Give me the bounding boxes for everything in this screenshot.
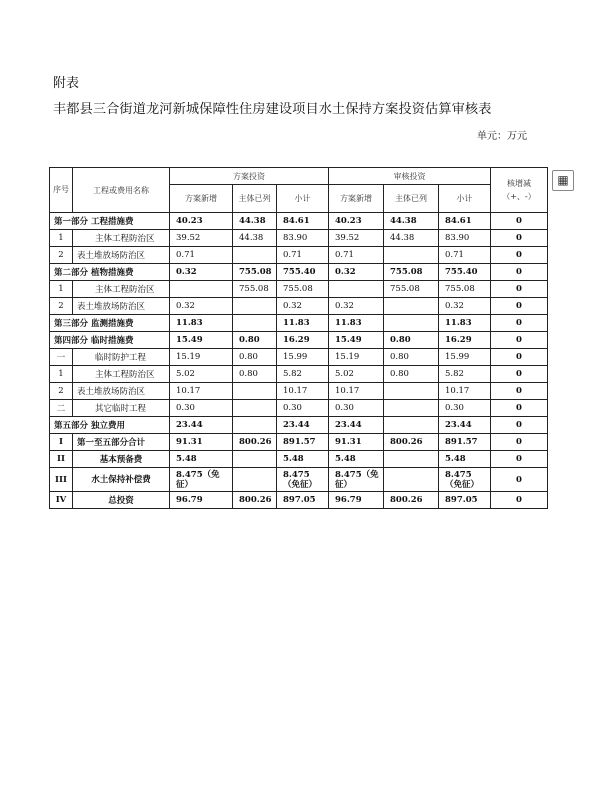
cell-p-new: 5.48: [170, 451, 233, 468]
cell-r-new: 0.71: [329, 247, 384, 264]
cell-p-new: 8.475（免征）: [170, 468, 233, 492]
cell-p-sub: 83.90: [277, 230, 329, 247]
cell-r-new: 11.83: [329, 315, 384, 332]
row-section-label: 第五部分 独立费用: [50, 417, 170, 434]
table-row: [50, 400, 548, 417]
table-row: [50, 366, 548, 383]
cell-r-ex: [384, 468, 439, 492]
cell-r-sub: 15.99: [439, 349, 491, 366]
cell-r-new: 8.475（免征）: [329, 468, 384, 492]
cell-diff: 0: [491, 451, 548, 468]
cell-r-ex: [384, 400, 439, 417]
cell-r-new: 15.19: [329, 349, 384, 366]
cell-r-ex: [384, 247, 439, 264]
row-seq: 1: [50, 230, 73, 247]
cell-p-sub: 755.08: [277, 281, 329, 298]
row-name: 临时防护工程: [73, 349, 170, 366]
cell-diff: 0: [491, 383, 548, 400]
cell-p-sub: 891.57: [277, 434, 329, 451]
row-section-label: 第四部分 临时措施费: [50, 332, 170, 349]
cell-p-ex: 44.38: [233, 213, 277, 230]
cell-p-new: 0.30: [170, 400, 233, 417]
row-seq: 1: [50, 366, 73, 383]
row-seq: 2: [50, 247, 73, 264]
row-name: 总投资: [73, 492, 170, 509]
cell-p-sub: 8.475（免征）: [277, 468, 329, 492]
cell-r-ex: [384, 315, 439, 332]
cell-p-new: 0.71: [170, 247, 233, 264]
cell-p-new: 96.79: [170, 492, 233, 509]
cell-r-ex: [384, 298, 439, 315]
cell-r-sub: 83.90: [439, 230, 491, 247]
cell-r-new: 0.32: [329, 298, 384, 315]
cell-r-sub: 23.44: [439, 417, 491, 434]
table-row: [50, 383, 548, 400]
header-plan-existing: 主体已列: [233, 185, 277, 213]
cell-r-ex: [384, 417, 439, 434]
row-seq: 2: [50, 383, 73, 400]
cell-p-sub: 16.29: [277, 332, 329, 349]
row-name: 基本预备费: [73, 451, 170, 468]
cell-p-sub: 0.71: [277, 247, 329, 264]
header-review-existing: 主体已列: [384, 185, 439, 213]
header-diff: 核增减（+、-）: [491, 168, 548, 213]
header-plan-group: 方案投资: [170, 168, 329, 185]
cell-p-sub: 897.05: [277, 492, 329, 509]
cell-r-ex: 0.80: [384, 332, 439, 349]
cell-r-new: 0.30: [329, 400, 384, 417]
table-row: [50, 264, 548, 281]
row-name: 其它临时工程: [73, 400, 170, 417]
cell-r-ex: [384, 451, 439, 468]
cell-diff: 0: [491, 264, 548, 281]
row-name: 主体工程防治区: [73, 281, 170, 298]
row-section-label: 第一部分 工程措施费: [50, 213, 170, 230]
cell-p-ex: [233, 383, 277, 400]
table-row: [50, 230, 548, 247]
cell-p-sub: 0.32: [277, 298, 329, 315]
cell-r-new: 10.17: [329, 383, 384, 400]
row-seq: 2: [50, 298, 73, 315]
cell-p-ex: 755.08: [233, 264, 277, 281]
row-seq: IV: [50, 492, 73, 509]
cell-p-ex: [233, 400, 277, 417]
table-row: [50, 349, 548, 366]
cell-p-ex: [233, 468, 277, 492]
row-name: 表土堆放场防治区: [73, 383, 170, 400]
cell-p-new: 15.19: [170, 349, 233, 366]
cell-p-new: 39.52: [170, 230, 233, 247]
table-row: [50, 298, 548, 315]
cell-p-ex: [233, 451, 277, 468]
header-name: 工程或费用名称: [73, 168, 170, 213]
row-seq: 1: [50, 281, 73, 298]
cell-p-sub: 15.99: [277, 349, 329, 366]
cell-r-ex: 755.08: [384, 281, 439, 298]
cell-p-new: 11.83: [170, 315, 233, 332]
row-seq: III: [50, 468, 73, 492]
cell-p-new: 91.31: [170, 434, 233, 451]
cell-diff: 0: [491, 434, 548, 451]
cell-r-sub: 897.05: [439, 492, 491, 509]
cell-r-sub: 755.40: [439, 264, 491, 281]
cell-diff: 0: [491, 230, 548, 247]
cell-r-new: 5.02: [329, 366, 384, 383]
cell-p-ex: 0.80: [233, 366, 277, 383]
cell-r-ex: 800.26: [384, 434, 439, 451]
cell-diff: 0: [491, 349, 548, 366]
qr-code-icon[interactable]: ▦: [552, 170, 574, 191]
row-section-label: 第二部分 植物措施费: [50, 264, 170, 281]
cell-r-sub: 11.83: [439, 315, 491, 332]
header-review-new: 方案新增: [329, 185, 384, 213]
table-row: [50, 492, 548, 509]
cell-p-new: 0.32: [170, 298, 233, 315]
cell-r-ex: 755.08: [384, 264, 439, 281]
cell-diff: 0: [491, 332, 548, 349]
cell-r-ex: 44.38: [384, 213, 439, 230]
cell-p-new: 10.17: [170, 383, 233, 400]
cell-p-sub: 755.40: [277, 264, 329, 281]
row-seq: 一: [50, 349, 73, 366]
cell-r-new: 96.79: [329, 492, 384, 509]
row-name: 表土堆放场防治区: [73, 247, 170, 264]
header-plan-subtotal: 小计: [277, 185, 329, 213]
cell-r-sub: 0.30: [439, 400, 491, 417]
table-row: [50, 213, 548, 230]
cell-diff: 0: [491, 247, 548, 264]
header-plan-new: 方案新增: [170, 185, 233, 213]
cell-r-sub: 10.17: [439, 383, 491, 400]
cell-p-ex: 0.80: [233, 349, 277, 366]
cell-p-new: 5.02: [170, 366, 233, 383]
row-name: 主体工程防治区: [73, 366, 170, 383]
cell-p-ex: 800.26: [233, 434, 277, 451]
cell-p-ex: 755.08: [233, 281, 277, 298]
cell-r-sub: 16.29: [439, 332, 491, 349]
cell-r-sub: 0.32: [439, 298, 491, 315]
cell-p-ex: [233, 417, 277, 434]
cell-p-ex: 800.26: [233, 492, 277, 509]
cell-diff: 0: [491, 366, 548, 383]
cell-diff: 0: [491, 315, 548, 332]
cell-r-sub: 755.08: [439, 281, 491, 298]
cell-p-sub: 11.83: [277, 315, 329, 332]
header-seq: 序号: [50, 168, 73, 213]
header-review-subtotal: 小计: [439, 185, 491, 213]
cell-p-sub: 10.17: [277, 383, 329, 400]
cell-p-new: [170, 281, 233, 298]
cell-p-sub: 84.61: [277, 213, 329, 230]
table-row: [50, 281, 548, 298]
cell-r-new: 39.52: [329, 230, 384, 247]
document-title: 丰都县三合街道龙河新城保障性住房建设项目水土保持方案投资估算审核表: [53, 102, 492, 117]
cell-p-new: 40.23: [170, 213, 233, 230]
table-row: [50, 434, 548, 451]
table-row: [50, 451, 548, 468]
header-review-group: 审核投资: [329, 168, 491, 185]
cell-p-ex: [233, 298, 277, 315]
cell-r-new: 23.44: [329, 417, 384, 434]
cell-diff: 0: [491, 281, 548, 298]
cell-r-sub: 8.475（免征）: [439, 468, 491, 492]
cell-r-ex: 0.80: [384, 366, 439, 383]
cell-diff: 0: [491, 468, 548, 492]
cell-r-new: 0.32: [329, 264, 384, 281]
cell-r-ex: 800.26: [384, 492, 439, 509]
cell-r-new: 15.49: [329, 332, 384, 349]
cell-diff: 0: [491, 213, 548, 230]
table-row: [50, 468, 548, 492]
cell-p-new: 0.32: [170, 264, 233, 281]
row-seq: 二: [50, 400, 73, 417]
cell-r-ex: 44.38: [384, 230, 439, 247]
cell-r-ex: [384, 383, 439, 400]
cell-r-sub: 5.48: [439, 451, 491, 468]
cell-r-ex: 0.80: [384, 349, 439, 366]
cell-r-sub: 0.71: [439, 247, 491, 264]
cell-p-ex: [233, 247, 277, 264]
table-body: [50, 213, 548, 509]
table-row: [50, 417, 548, 434]
table-row: [50, 247, 548, 264]
cell-p-new: 15.49: [170, 332, 233, 349]
cell-diff: 0: [491, 492, 548, 509]
row-section-label: 第三部分 监测措施费: [50, 315, 170, 332]
cell-r-new: 40.23: [329, 213, 384, 230]
cell-p-sub: 23.44: [277, 417, 329, 434]
cell-p-new: 23.44: [170, 417, 233, 434]
row-seq: I: [50, 434, 73, 451]
cell-diff: 0: [491, 298, 548, 315]
cell-p-sub: 5.48: [277, 451, 329, 468]
row-name: 表土堆放场防治区: [73, 298, 170, 315]
cell-diff: 0: [491, 400, 548, 417]
investment-table: [49, 167, 548, 509]
cell-p-sub: 5.82: [277, 366, 329, 383]
table-row: [50, 315, 548, 332]
cell-r-sub: 84.61: [439, 213, 491, 230]
row-seq: II: [50, 451, 73, 468]
cell-p-ex: 44.38: [233, 230, 277, 247]
cell-p-ex: [233, 315, 277, 332]
row-name: 第一至五部分合计: [73, 434, 170, 451]
cell-r-new: [329, 281, 384, 298]
cell-diff: 0: [491, 417, 548, 434]
unit-label: 单元：万元: [477, 131, 527, 142]
cell-p-sub: 0.30: [277, 400, 329, 417]
row-name: 主体工程防治区: [73, 230, 170, 247]
row-name: 水土保持补偿费: [73, 468, 170, 492]
cell-r-new: 91.31: [329, 434, 384, 451]
cell-r-new: 5.48: [329, 451, 384, 468]
cell-r-sub: 5.82: [439, 366, 491, 383]
cell-r-sub: 891.57: [439, 434, 491, 451]
cell-p-ex: 0.80: [233, 332, 277, 349]
table-row: [50, 332, 548, 349]
appendix-label: 附表: [53, 76, 80, 91]
